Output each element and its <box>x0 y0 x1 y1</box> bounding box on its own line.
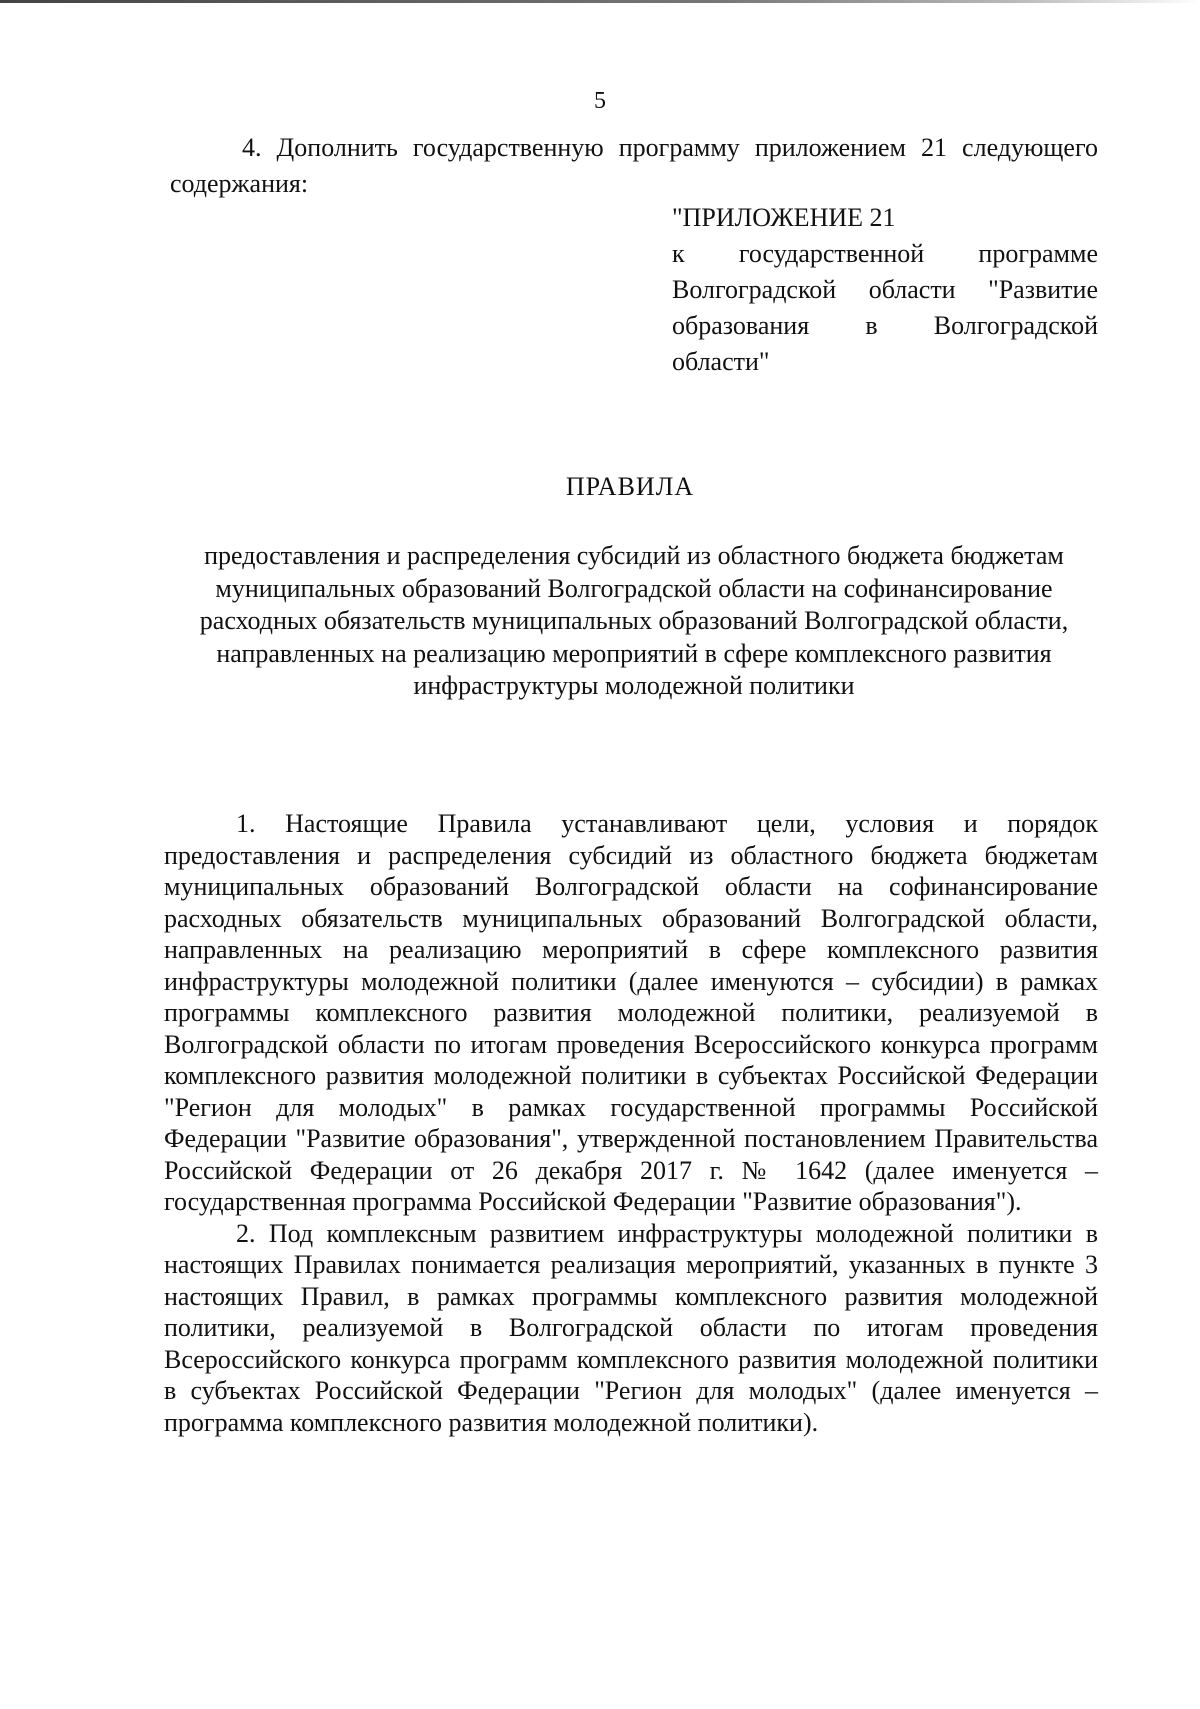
document-body <box>164 808 1098 1438</box>
paragraph-1: 1. Настоящие Правила устанавливают цели, условия и порядок предоставления и распределения субсидий из областного бюджета бюджетам муниципальных образований Волгоградской области на софинансирование расходных обязательств муниципальных образований Волгоградской области, направленных на реализацию мероприятий в сфере комплексного развития инфраструктуры молодежной политики (далее именуются – субсидии) в рамках программы комплексного развития молодежной политики, реализуемой в Волгоградской области по итогам проведения Всероссийского конкурса программ комплексного развития молодежной политики в субъектах Российской Федерации "Регион для молодых" в рамках государственной программы Российской Федерации "Развитие образования", утвержденной постановлением Правительства Российской Федерации от 26 декабря 2017 г. № 1642 (далее именуется – государственная программа Российской Федерации "Развитие образования"). <box>164 809 1098 1216</box>
intro-paragraph: 4. Дополнить государственную программу приложением 21 следующего содержания: <box>170 133 1098 198</box>
rules-subtitle: предоставления и распределения субсидий из областного бюджета бюджетам муниципальных образований Волгоградской области на софинансирование расходных обязательств муниципальных образований Волгоградской области, направленных на реализацию мероприятий в сфере комплексного развития инфраструктуры молодежной политики <box>199 541 1069 700</box>
appendix-reference: к государственной программе Волгоградской области "Развитие образования в Волгоградской области" <box>672 239 1098 376</box>
appendix-heading: "ПРИЛОЖЕНИЕ 21 <box>672 203 896 232</box>
rules-title: ПРАВИЛА <box>565 472 695 501</box>
page-top-edge <box>0 0 1200 3</box>
paragraph-2: 2. Под комплексным развитием инфраструктуры молодежной политики в настоящих Правилах понимается реализация мероприятий, указанных в пункте 3 настоящих Правил, в рамках программы комплексного развития молодежной политики, реализуемой в Волгоградской области по итогам проведения Всероссийского конкурса программ комплексного развития молодежной политики в субъектах Российской Федерации "Регион для молодых" (далее именуется – программа комплексного развития молодежной политики). <box>164 1218 1098 1437</box>
page-number: 5 <box>594 88 606 114</box>
